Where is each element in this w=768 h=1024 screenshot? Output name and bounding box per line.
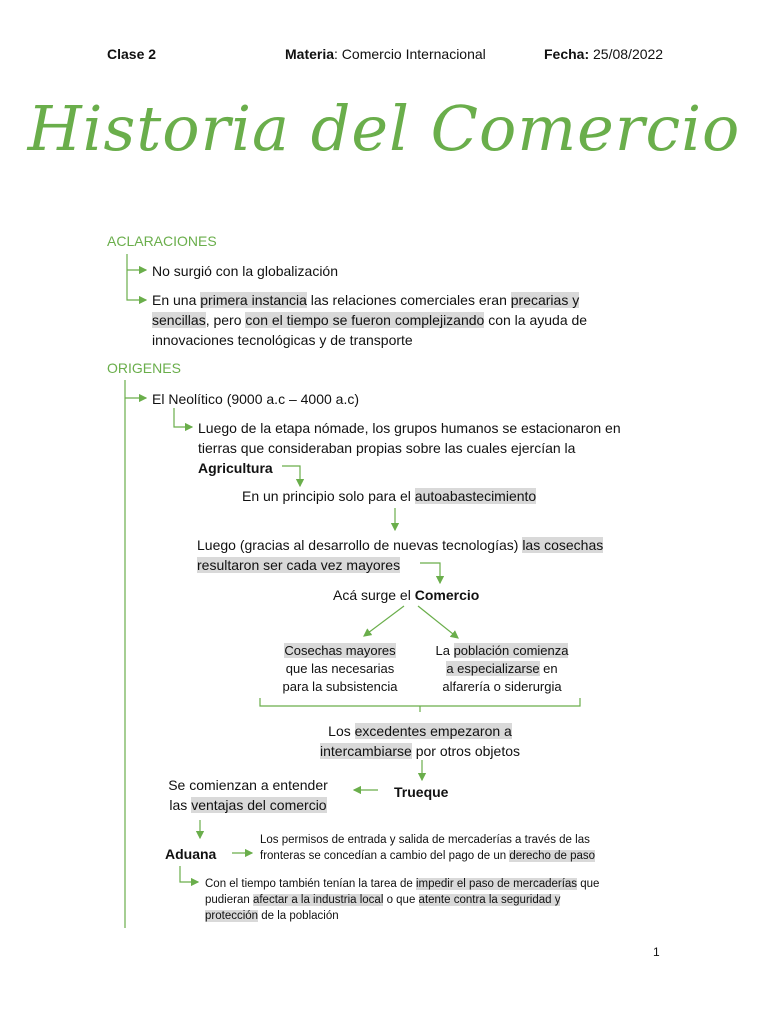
cosechas-box: Cosechas mayores que las necesarias para la subsistencia — [282, 643, 398, 694]
nomade-paragraph: Luego de la etapa nómade, los grupos humanos se estacionaron en tierras que consideraban propias sobre las cuales ejercían la Agricultura — [198, 420, 621, 476]
list-item: En una primera instancia las relaciones comerciales eran precarias y sencillas, pero con el tiempo se fueron complejizando con la ayuda de innovaciones tecnológicas y de transporte — [152, 292, 588, 348]
page-title: Historia del Comercio — [27, 92, 741, 165]
subject: Materia: Comercio Internacional — [285, 46, 486, 62]
ventajas-note: Se comienzan a entender las ventajas del comercio — [168, 777, 328, 813]
trueque-label: Trueque — [394, 784, 449, 800]
cosechas-paragraph: Luego (gracias al desarrollo de nuevas tecnologías) las cosechas resultaron ser cada vez mayores — [197, 537, 604, 573]
excedentes-note: Los excedentes empezaron a intercambiarse por otros objetos — [320, 723, 520, 759]
autoabastecimiento-note: En un principio solo para el autoabastecimiento — [242, 488, 537, 504]
class-number: Clase 2 — [107, 46, 157, 62]
section-heading-origenes: ORIGENES — [107, 360, 181, 376]
page-number: 1 — [653, 945, 660, 959]
aduana-label: Aduana — [165, 846, 217, 862]
neolitico-item: El Neolítico (9000 a.c – 4000 a.c) — [152, 391, 360, 407]
comercio-origin: Acá surge el Comercio — [333, 587, 480, 603]
permisos-note: Los permisos de entrada y salida de mercaderías a través de las fronteras se concedían a cambio del pago de un derecho de paso — [260, 834, 596, 862]
poblacion-box: La población comienza a especializarse en alfarería o siderurgia — [435, 643, 569, 694]
proteccion-note: Con el tiempo también tenían la tarea de impedir el paso de mercaderías que pudieran afectar a la industria local o que atente contra la seguridad y protección de la población — [205, 878, 600, 922]
list-item: No surgió con la globalización — [152, 263, 338, 279]
section-heading-aclaraciones: ACLARACIONES — [107, 233, 217, 249]
date: Fecha: 25/08/2022 — [544, 46, 664, 62]
